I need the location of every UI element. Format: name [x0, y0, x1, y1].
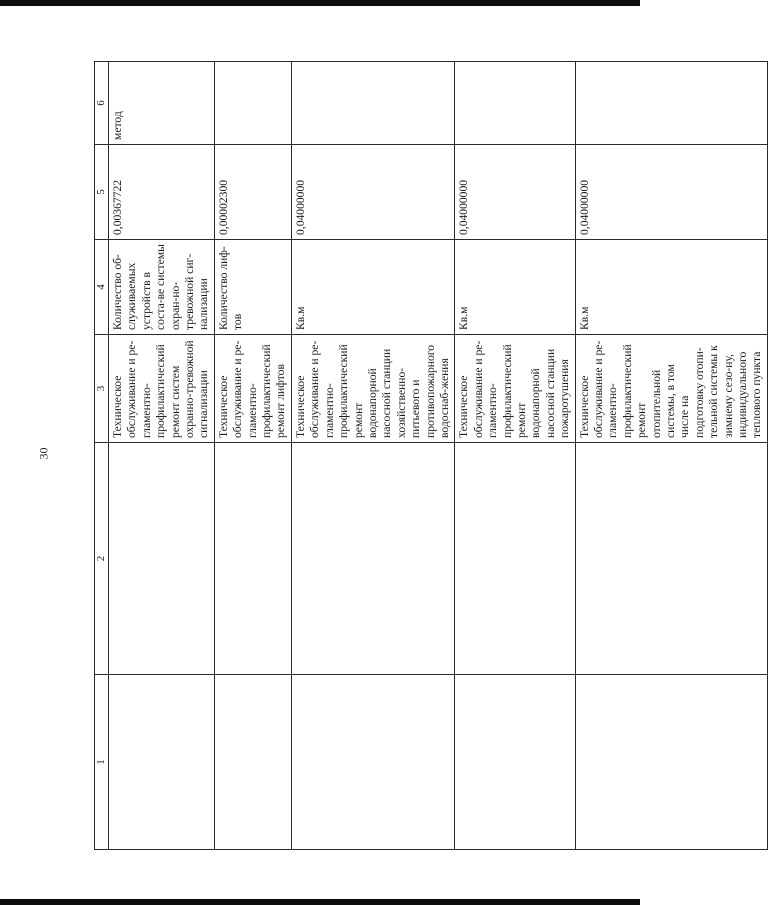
cell-unit: Количество об-служиваемых устройств в соста-ве системы охран-но-тревожной сиг-нализации — [109, 240, 215, 335]
page-number: 30 — [36, 447, 51, 460]
col-header-4: 4 — [95, 240, 109, 335]
cell-method — [291, 62, 454, 145]
rotated-table-container — [94, 62, 764, 850]
cell-service-name: Техническое обслуживание и ре-гламентно-профилактический ремонт лифтов — [214, 335, 291, 443]
cell-norm-value: 0,04000000 — [575, 145, 767, 240]
cell-service-name: Техническое обслуживание и ре-гламентно-профилактический ремонт водонапорной насосной станции пожаротушения — [455, 335, 575, 443]
cell-index — [455, 675, 575, 850]
table-row — [109, 62, 215, 850]
cell-unit: Количество лиф-тов — [214, 240, 291, 335]
cell-unit: Кв.м — [455, 240, 575, 335]
cell-method — [455, 62, 575, 145]
cell-category — [455, 443, 575, 675]
cell-method: метод — [109, 62, 215, 145]
cell-category — [109, 443, 215, 675]
cell-unit: Кв.м — [575, 240, 767, 335]
cell-method — [214, 62, 291, 145]
cell-norm-value: 0,00367722 — [109, 145, 215, 240]
cell-index — [214, 675, 291, 850]
cell-norm-value: 0,00002300 — [214, 145, 291, 240]
scan-edge-top — [0, 0, 640, 6]
scan-edge-bottom — [0, 899, 640, 905]
cell-norm-value: 0,04000000 — [455, 145, 575, 240]
cell-service-name: Техническое обслуживание и ре-гламентно-профилактический ремонт водонапорной насосной станции хозяйственно-питьевого и противопожарного водоснаб-жения — [291, 335, 454, 443]
cell-unit: Кв.м — [291, 240, 454, 335]
cell-category — [214, 443, 291, 675]
norms-table — [94, 61, 768, 850]
cell-method — [575, 62, 767, 145]
table-row — [214, 62, 291, 850]
cell-index — [109, 675, 215, 850]
table-row — [575, 62, 767, 850]
cell-service-name: Техническое обслуживание и ре-гламентно-профилактический ремонт отопительной системы, в том числе на подготовку отопи-тельной системы к зимнему сезо-ну, индивидуального теплового пункта — [575, 335, 767, 443]
header-row — [95, 62, 109, 850]
cell-category — [575, 443, 767, 675]
table-row — [291, 62, 454, 850]
cell-category — [291, 443, 454, 675]
cell-index — [291, 675, 454, 850]
col-header-3: 3 — [95, 335, 109, 443]
col-header-1: 1 — [95, 675, 109, 850]
cell-service-name: Техническое обслуживание и ре-гламентно-профилактический ремонт систем охранно-тревожной сигнализации — [109, 335, 215, 443]
col-header-2: 2 — [95, 443, 109, 675]
table-row — [455, 62, 575, 850]
cell-index — [575, 675, 767, 850]
col-header-5: 5 — [95, 145, 109, 240]
cell-norm-value: 0,04000000 — [291, 145, 454, 240]
col-header-6: 6 — [95, 62, 109, 145]
